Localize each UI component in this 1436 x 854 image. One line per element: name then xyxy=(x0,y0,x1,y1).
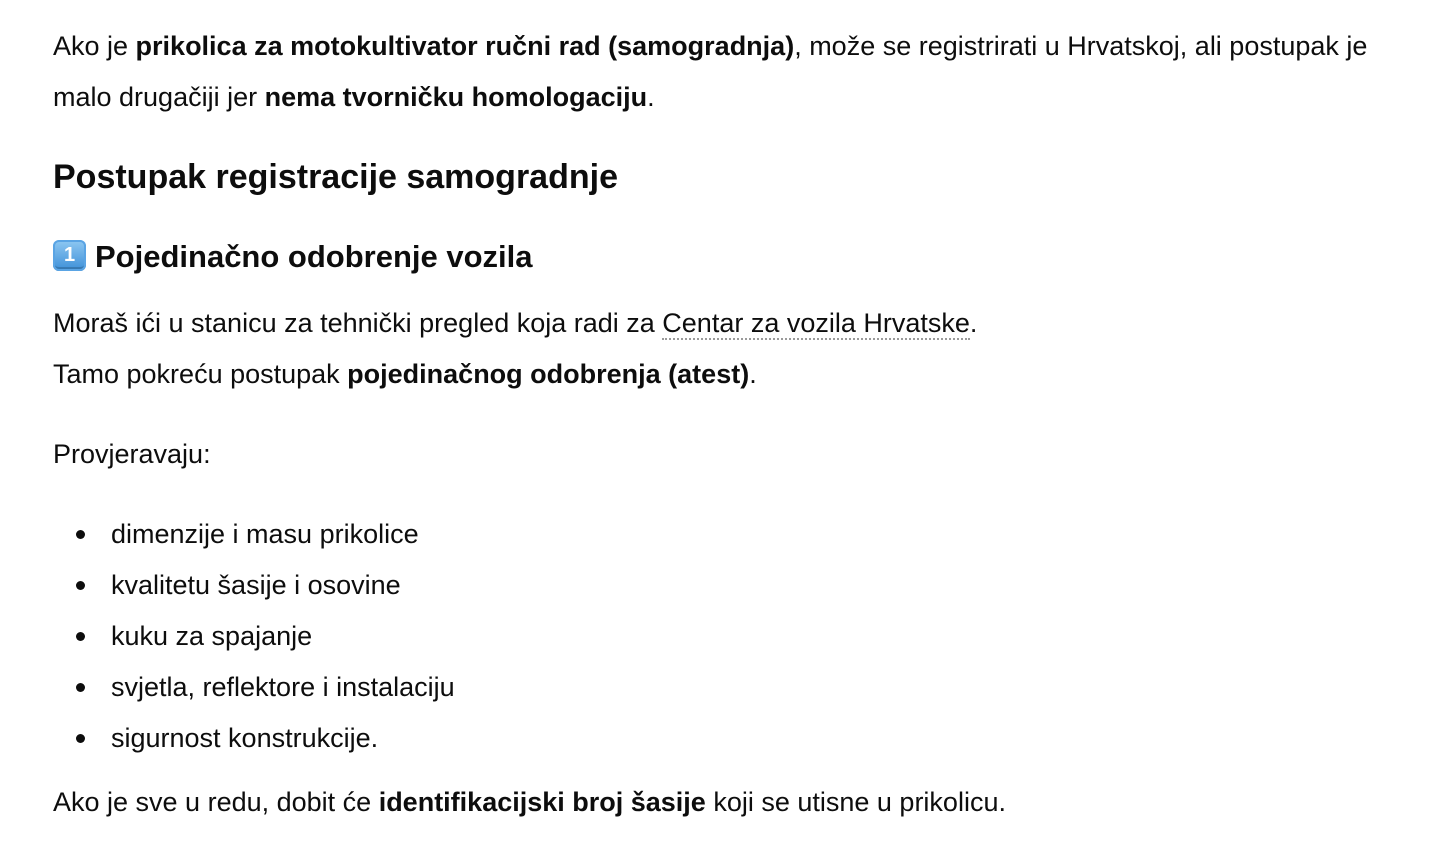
intro-bold-2: nema tvorničku homologaciju xyxy=(264,82,648,112)
step-line-2-bold: pojedinačnog odobrenja (atest) xyxy=(347,359,750,389)
list-item-text: dimenzije i masu prikolice xyxy=(111,519,419,549)
step-line-1-end: . xyxy=(969,308,978,338)
keycap-one-icon: 1 xyxy=(53,240,86,271)
intro-paragraph xyxy=(53,21,1393,123)
step-line-2-end: . xyxy=(749,359,757,389)
bullet-icon xyxy=(76,734,85,743)
intro-text-1: Ako je xyxy=(53,31,136,61)
list-item xyxy=(53,560,455,611)
step-heading xyxy=(53,232,533,282)
intro-text-2: , može se registrirati u Hrvatskoj, ali postupak je malo drugačiji jer xyxy=(53,31,1368,112)
cvh-link[interactable]: Centar za vozila Hrvatske xyxy=(662,308,970,338)
section-heading: Postupak registracije samogradnje xyxy=(53,158,618,196)
list-item xyxy=(53,611,455,662)
bullet-icon xyxy=(76,632,85,641)
list-item-text: kuku za spajanje xyxy=(111,621,313,651)
step-line-2 xyxy=(53,349,757,400)
list-item-text: kvalitetu šasije i osovine xyxy=(111,570,401,600)
list-item-text: sigurnost konstrukcije. xyxy=(111,723,379,753)
step-heading-text: Pojedinačno odobrenje vozila xyxy=(95,239,533,274)
result-text-2: koji se utisne u prikolicu. xyxy=(705,787,1006,817)
bullet-icon xyxy=(76,683,85,692)
step-line-1-text: Moraš ići u stanicu za tehnički pregled koja radi za xyxy=(53,308,663,338)
result-bold: identifikacijski broj šasije xyxy=(378,787,706,817)
list-item xyxy=(53,713,455,764)
list-item xyxy=(53,509,455,560)
checks-label: Provjeravaju: xyxy=(53,439,211,469)
result-paragraph xyxy=(53,777,1006,828)
bullet-icon xyxy=(76,581,85,590)
intro-bold-1: prikolica za motokultivator ručni rad (samogradnja) xyxy=(135,31,795,61)
list-item xyxy=(53,662,455,713)
step-line-2-text: Tamo pokreću postupak xyxy=(53,359,348,389)
intro-text-3: . xyxy=(647,82,655,112)
list-item-text: svjetla, reflektore i instalaciju xyxy=(111,672,455,702)
step-line-1 xyxy=(53,298,977,349)
checks-list xyxy=(53,509,455,764)
bullet-icon xyxy=(76,530,85,539)
result-text-1: Ako je sve u redu, dobit će xyxy=(53,787,379,817)
